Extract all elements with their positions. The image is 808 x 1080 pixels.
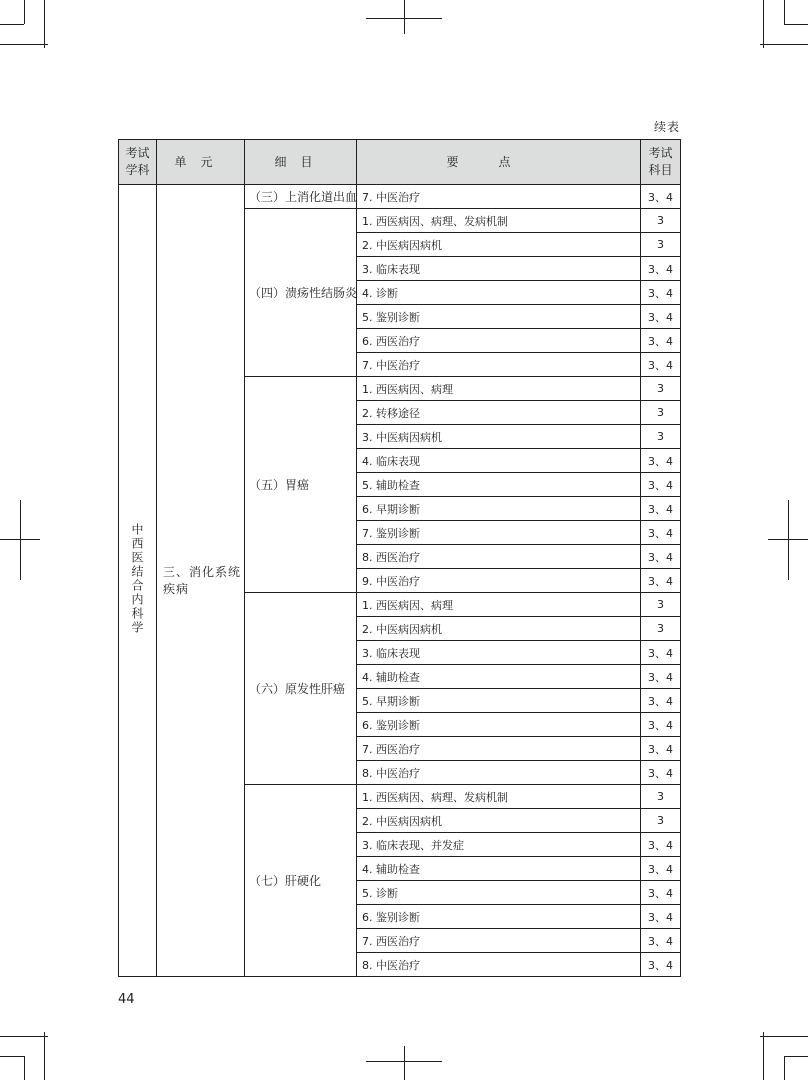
point-cell: 8. 西医治疗 <box>357 545 641 569</box>
level-cell: 3 <box>641 425 681 449</box>
header-item-label: 细目 <box>274 154 327 169</box>
level-cell: 3、4 <box>641 953 681 977</box>
point-cell: 4. 诊断 <box>357 281 641 305</box>
point-cell: 6. 早期诊断 <box>357 497 641 521</box>
level-cell: 3、4 <box>641 521 681 545</box>
point-cell: 2. 中医病因病机 <box>357 617 641 641</box>
point-cell: 1. 西医病因、病理 <box>357 593 641 617</box>
level-cell: 3、4 <box>641 353 681 377</box>
level-cell: 3、4 <box>641 257 681 281</box>
header-subject-line1: 考试 <box>125 146 150 160</box>
unit-text-line: 疾病 <box>163 581 190 596</box>
point-cell: 5. 诊断 <box>357 881 641 905</box>
level-cell: 3、4 <box>641 665 681 689</box>
level-cell: 3 <box>641 809 681 833</box>
table-row <box>119 185 681 209</box>
point-cell: 2. 中医病因病机 <box>357 809 641 833</box>
header-unit <box>157 140 245 185</box>
point-cell: 3. 临床表现 <box>357 641 641 665</box>
level-cell: 3、4 <box>641 185 681 209</box>
level-cell: 3、4 <box>641 905 681 929</box>
level-cell: 3 <box>641 617 681 641</box>
header-point-label: 要点 <box>446 154 551 169</box>
level-cell: 3、4 <box>641 473 681 497</box>
header-subject-line2: 学科 <box>125 163 150 177</box>
header-level-line1: 考试 <box>648 146 673 160</box>
level-cell: 3、4 <box>641 833 681 857</box>
unit-text-line: 三、消化系统 <box>163 564 242 579</box>
level-cell: 3 <box>641 377 681 401</box>
level-cell: 3、4 <box>641 281 681 305</box>
level-cell: 3、4 <box>641 689 681 713</box>
point-cell: 8. 中医治疗 <box>357 761 641 785</box>
point-cell: 5. 辅助检查 <box>357 473 641 497</box>
point-cell: 1. 西医病因、病理、发病机制 <box>357 209 641 233</box>
page-number: 44 <box>118 992 135 1007</box>
point-cell: 7. 鉴别诊断 <box>357 521 641 545</box>
level-cell: 3、4 <box>641 857 681 881</box>
point-cell: 4. 辅助检查 <box>357 665 641 689</box>
point-cell: 3. 临床表现、并发症 <box>357 833 641 857</box>
level-cell: 3、4 <box>641 497 681 521</box>
point-cell: 3. 中医病因病机 <box>357 425 641 449</box>
subject-text: 中西医结合内科学 <box>130 523 144 635</box>
item-cell: （四）溃疡性结肠炎 <box>245 209 357 377</box>
level-cell: 3、4 <box>641 881 681 905</box>
point-cell: 6. 西医治疗 <box>357 329 641 353</box>
level-cell: 3、4 <box>641 641 681 665</box>
point-cell: 7. 中医治疗 <box>357 185 641 209</box>
level-cell: 3、4 <box>641 545 681 569</box>
header-unit-label: 单元 <box>174 154 227 169</box>
point-cell: 7. 西医治疗 <box>357 929 641 953</box>
point-cell: 5. 鉴别诊断 <box>357 305 641 329</box>
continued-label: 续表 <box>653 120 680 134</box>
syllabus-table <box>118 139 681 977</box>
header-item <box>245 140 357 185</box>
level-cell: 3、4 <box>641 305 681 329</box>
item-cell: （七）肝硬化 <box>245 785 357 977</box>
header-level-line2: 科目 <box>648 163 673 177</box>
point-cell: 6. 鉴别诊断 <box>357 905 641 929</box>
subject-cell <box>119 185 157 977</box>
point-cell: 3. 临床表现 <box>357 257 641 281</box>
header-subject <box>119 140 157 185</box>
header-point <box>357 140 641 185</box>
point-cell: 8. 中医治疗 <box>357 953 641 977</box>
point-cell: 7. 中医治疗 <box>357 353 641 377</box>
level-cell: 3 <box>641 209 681 233</box>
point-cell: 2. 转移途径 <box>357 401 641 425</box>
level-cell: 3 <box>641 401 681 425</box>
point-cell: 4. 辅助检查 <box>357 857 641 881</box>
item-cell: （五）胃癌 <box>245 377 357 593</box>
point-cell: 1. 西医病因、病理、发病机制 <box>357 785 641 809</box>
level-cell: 3、4 <box>641 449 681 473</box>
point-cell: 7. 西医治疗 <box>357 737 641 761</box>
point-cell: 5. 早期诊断 <box>357 689 641 713</box>
point-cell: 4. 临床表现 <box>357 449 641 473</box>
level-cell: 3、4 <box>641 737 681 761</box>
level-cell: 3 <box>641 233 681 257</box>
item-cell: （三）上消化道出血 <box>245 185 357 209</box>
level-cell: 3、4 <box>641 929 681 953</box>
point-cell: 6. 鉴别诊断 <box>357 713 641 737</box>
item-cell: （六）原发性肝癌 <box>245 593 357 785</box>
level-cell: 3、4 <box>641 569 681 593</box>
point-cell: 1. 西医病因、病理 <box>357 377 641 401</box>
level-cell: 3、4 <box>641 329 681 353</box>
table-header-row <box>119 140 681 185</box>
unit-cell <box>157 185 245 977</box>
point-cell: 9. 中医治疗 <box>357 569 641 593</box>
level-cell: 3、4 <box>641 761 681 785</box>
table-body <box>119 185 681 977</box>
header-level <box>641 140 681 185</box>
level-cell: 3 <box>641 593 681 617</box>
level-cell: 3 <box>641 785 681 809</box>
point-cell: 2. 中医病因病机 <box>357 233 641 257</box>
level-cell: 3、4 <box>641 713 681 737</box>
